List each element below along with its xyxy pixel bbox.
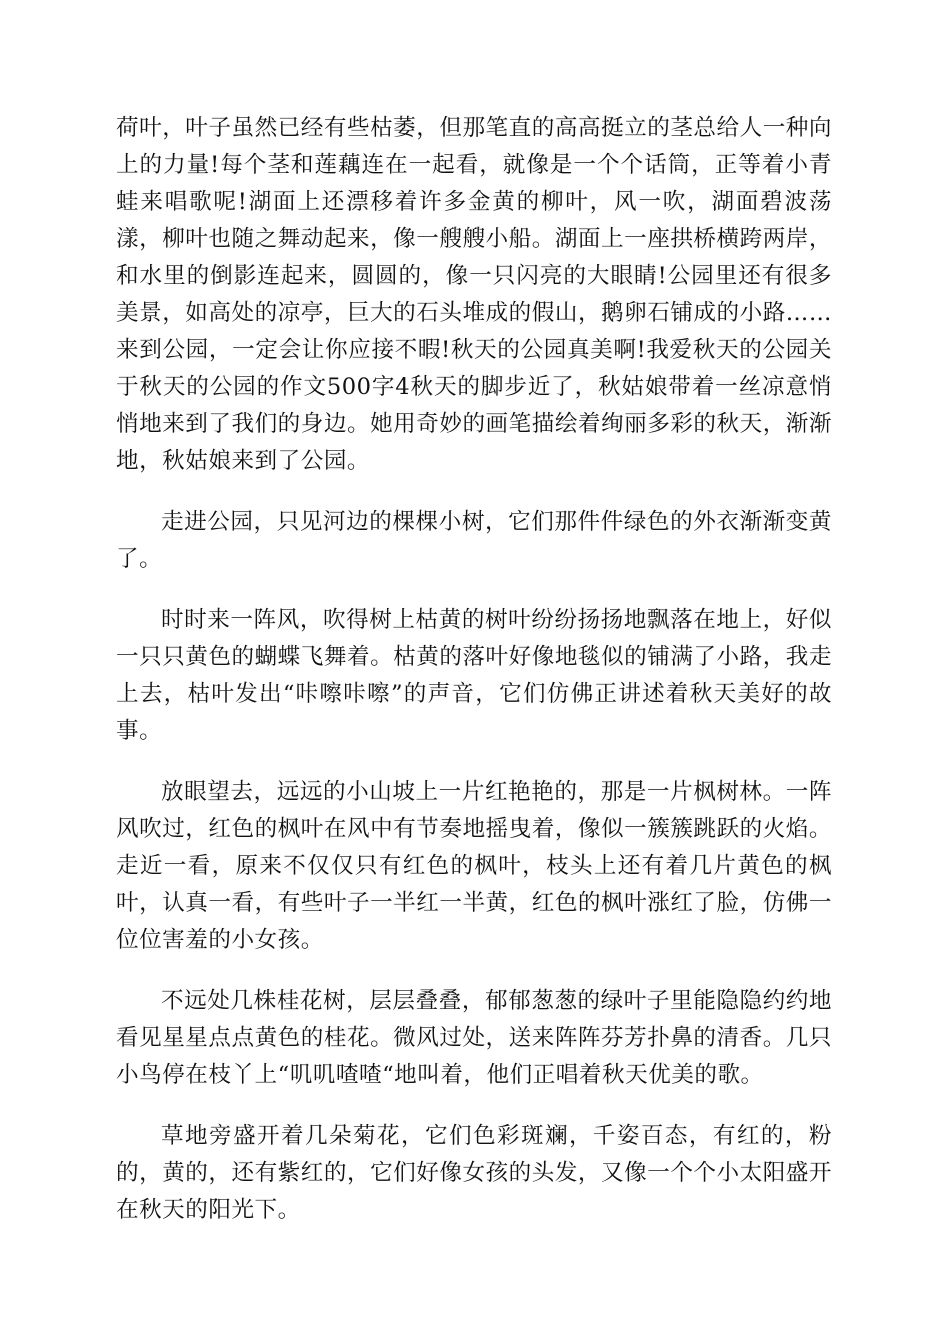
paragraph: 荷叶，叶子虽然已经有些枯萎，但那笔直的高高挺立的茎总给人一种向上的力量!每个茎和莲藕连在一起看，就像是一个个话筒，正等着小青蛙来唱歌呢!湖面上还漂移着许多金黄的柳叶，风一吹，湖面碧波荡漾，柳叶也随之舞动起来，像一艘艘小船。湖面上一座拱桥横跨两岸，和水里的倒影连起来，圆圆的，像一只闪亮的大眼睛!公园里还有很多美景，如高处的凉亭，巨大的石头堆成的假山，鹅卵石铺成的小路……来到公园，一定会让你应接不暇!秋天的公园真美啊!我爱秋天的公园关于秋天的公园的作文500字4秋天的脚步近了，秋姑娘带着一丝凉意悄悄地来到了我们的身边。她用奇妙的画笔描绘着绚丽多彩的秋天，渐渐地，秋姑娘来到了公园。 [116, 115, 832, 474]
document-page [116, 110, 832, 1253]
paragraph: 草地旁盛开着几朵菊花，它们色彩斑斓，千姿百态，有红的，粉的，黄的，还有紫红的，它们好像女孩的头发，又像一个个小太阳盛开在秋天的阳光下。 [116, 1123, 832, 1223]
paragraph: 走进公园，只见河边的棵棵小树，它们那件件绿色的外衣渐渐变黄了。 [116, 509, 832, 572]
paragraph: 放眼望去，远远的小山坡上一片红艳艳的，那是一片枫树林。一阵风吹过，红色的枫叶在风中有节奏地摇曳着，像似一簇簇跳跃的火焰。走近一看，原来不仅仅只有红色的枫叶，枝头上还有着几片黄色的枫叶，认真一看，有些叶子一半红一半黄，红色的枫叶涨红了脸，仿佛一位位害羞的小女孩。 [116, 779, 832, 953]
paragraph: 不远处几株桂花树，层层叠叠，郁郁葱葱的绿叶子里能隐隐约约地看见星星点点黄色的桂花。微风过处，送来阵阵芬芳扑鼻的清香。几只小鸟停在枝丫上“叽叽喳喳“地叫着，他们正唱着秋天优美的歌。 [116, 988, 832, 1088]
paragraph: 时时来一阵风，吹得树上枯黄的树叶纷纷扬扬地飘落在地上，好似一只只黄色的蝴蝶飞舞着。枯黄的落叶好像地毯似的铺满了小路，我走上去，枯叶发出“咔嚓咔嚓”的声音，它们仿佛正讲述着秋天美好的故事。 [116, 607, 832, 744]
